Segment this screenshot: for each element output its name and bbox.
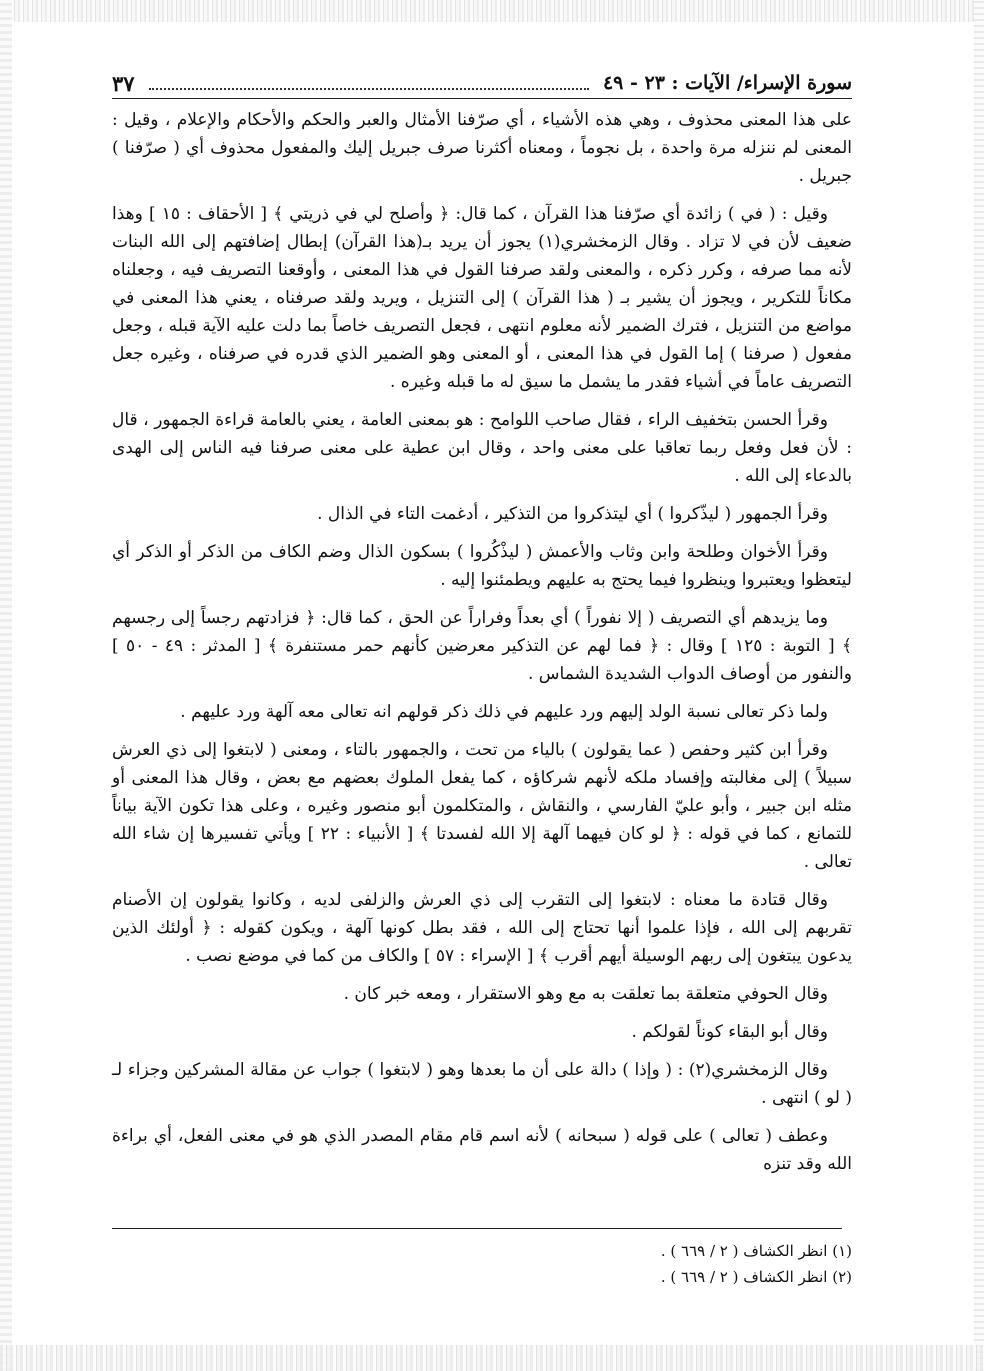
paragraph: ولما ذكر تعالى نسبة الولد إليهم ورد عليهم في ذلك ذكر قولهم انه تعالى معه آلهة ورد عليهم .	[180, 702, 828, 722]
paragraph: على هذا المعنى محذوف ، وهي هذه الأشياء ، أي صرّفنا الأمثال والعبر والحكم والأحكام والإعلام ، وقيل : المعنى لم ننزله مرة واحدة ، بل نجوماً ، ومعناه أكثرنا صرف جبريل إليك والمفعول محذوف أي ( صرّفنا ) جبريل .	[112, 110, 852, 186]
header-dot-leader	[149, 76, 589, 90]
running-title: سورة الإسراء/ الآيات : ٢٣ - ٤٩	[602, 72, 852, 94]
paragraph: وقال الحوفي متعلقة بما تعلقت به مع وهو الاستقرار ، ومعه خبر كان .	[343, 984, 828, 1004]
scan-noise-right	[974, 0, 984, 1371]
footnotes	[112, 1238, 852, 1290]
page-number: ٣٧	[112, 70, 135, 96]
footnote-1: (١) انظر الكشاف ( ٢ / ٦٦٩ ) .	[660, 1242, 852, 1260]
page-header	[112, 68, 852, 99]
paragraph: وقيل : ( في ) زائدة أي صرّفنا هذا القرآن ، كما قال: ﴿ وأصلح لي في ذريتي ﴾ [ الأحقاف : ١٥ ] وهذا ضعيف لأن في لا تزاد . وقال الزمخشري(١) يجوز أن يريد بـ(هذا القرآن) إبطال إضافتهم إلى الله البنات لأنه مما صرفه ، وكرر ذكره ، والمعنى ولقد صرفنا القول في هذا المعنى ، وأوقعنا التصريف فيه ، وجعلناه مكاناً للتكرير ، ويجوز أن يشير بـ ( هذا القرآن ) إلى التنزيل ، ويريد ولقد صرفناه ، يعني هذا المعنى في مواضع من التنزيل ، فترك الضمير لأنه معلوم انتهى ، فجعل التصريف خاصاً بما دلت عليه الآية قبله ، وجعل مفعول ( صرفنا ) إما القول في هذا المعنى ، أو المعنى وهو الضمير الذي قدره في صرفناه ، وغيره جعل التصريف عاماً في أشياء فقدر ما يشمل ما سيق له ما قبله وغيره .	[112, 204, 852, 392]
scan-noise-top	[0, 0, 984, 22]
footnote-separator	[112, 1228, 842, 1229]
paragraph: وقرأ الأخوان وطلحة وابن وثاب والأعمش ( ليذْكُروا ) بسكون الذال وضم الكاف من الذكر أو الذكر أي ليتعظوا ويعتبروا وينظروا فيما يحتج به عليهم ويطمئنوا إليه .	[112, 542, 852, 590]
paragraph: وقرأ ابن كثير وحفص ( عما يقولون ) بالياء من تحت ، والجمهور بالتاء ، ومعنى ( لابتغوا إلى ذي العرش سبيلاً ) إلى مغالبته وإفساد ملكه لأنهم شركاؤه ، كما يفعل الملوك بعضهم مع بعض ، وقال هذا المعنى أو مثله ابن جبير ، وأبو عليّ الفارسي ، والنقاش ، والمتكلمون أبو منصور وغيره ، وعلى هذا تكون الآية بياناً للتمانع ، كما في قوله : ﴿ لو كان فيهما آلهة إلا الله لفسدتا ﴾ [ الأنبياء : ٢٢ ] ويأتي تفسيرها إن شاء الله تعالى .	[112, 740, 853, 872]
paragraph: وقرأ الجمهور ( ليذّكروا ) أي ليتذكروا من التذكير ، أدغمت التاء في الذال .	[317, 504, 828, 524]
main-text	[112, 106, 852, 1188]
paragraph: وما يزيدهم أي التصريف ( إلا نفوراً ) أي بعداً وفراراً عن الحق ، كما قال: ﴿ فزادتهم رجساً إلى رجسهم ﴾ [ التوبة : ١٢٥ ] وقال : ﴿ فما لهم عن التذكير معرضين كأنهم حمر مستنفرة ﴾ [ المدثر : ٤٩ - ٥٠ ] والنفور من أوصاف الدواب الشديدة الشماس .	[112, 608, 852, 684]
paragraph: وقال الزمخشري(٢) : ( وإذا ) دالة على أن ما بعدها وهو ( لابتغوا ) جواب عن مقالة المشركين وجزاء لـ ( لو ) انتهى .	[112, 1060, 852, 1108]
scan-noise-bottom	[0, 1345, 984, 1371]
paragraph: وقال أبو البقاء كوناً لقولكم .	[631, 1022, 828, 1042]
footnote-2: (٢) انظر الكشاف ( ٢ / ٦٦٩ ) .	[660, 1268, 852, 1286]
scan-noise-left	[0, 0, 12, 1371]
paragraph: وقال قتادة ما معناه : لابتغوا إلى التقرب إلى ذي العرش والزلفى لديه ، وكانوا يقولون إن الأصنام تقربهم إلى الله ، فإذا علموا أنها تحتاج إلى الله ، فقد بطل كونها آلهة ، ويكون كقوله : ﴿ أولئك الذين يدعون يبتغون إلى ربهم الوسيلة أيهم أقرب ﴾ [ الإسراء : ٥٧ ] والكاف من كما في موضع نصب .	[112, 890, 852, 966]
paragraph: وعطف ( تعالى ) على قوله ( سبحانه ) لأنه اسم قام مقام المصدر الذي هو في معنى الفعل، أي براءة الله وقد تنزه	[112, 1126, 852, 1174]
paragraph: وقرأ الحسن بتخفيف الراء ، فقال صاحب اللوامح : هو بمعنى العامة ، يعني بالعامة قراءة الجمهور ، قال : لأن فعل وفعل ربما تعاقبا على معنى واحد ، وقال ابن عطية على معنى صرفنا فيه الناس إلى الهدى بالدعاء إلى الله .	[112, 410, 852, 486]
